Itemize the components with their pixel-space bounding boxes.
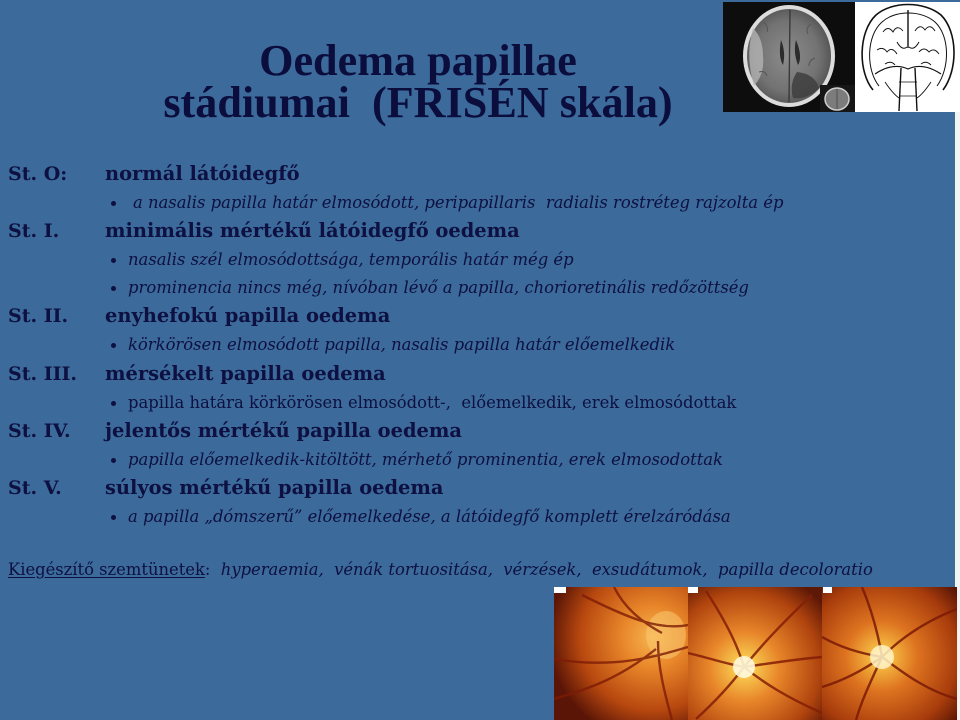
stage-detail: a papilla „dómszerű” előemelkedése, a látóidegfő komplett érelzáródása [128, 507, 731, 526]
slide-subtitle: stádiumai (FRISÉN skála) [163, 78, 673, 127]
stage-heading: normál látóidegfő [105, 162, 300, 185]
slide-title: Oedema papillae [259, 36, 577, 85]
stage-label: St. I. [8, 220, 60, 242]
supplementary-separator: : [204, 560, 211, 579]
stage-detail: nasalis szél elmosódottsága, temporális határ még ép [128, 250, 574, 269]
stage-heading: súlyos mértékű papilla oedema [105, 476, 444, 499]
stage-detail: a nasalis papilla határ elmosódott, peripapillaris radialis rostréteg rajzolta ép [133, 193, 784, 212]
stage-detail: papilla előemelkedik-kitöltött, mérhető prominentia, erek elmosodottak [128, 450, 723, 469]
supplementary-symptoms [8, 557, 873, 583]
optic-disc [733, 656, 755, 678]
bullet-dot [111, 343, 116, 348]
stage-detail: prominencia nincs még, nívóban lévő a papilla, chorioretinális redőzöttség [128, 278, 749, 297]
image-tag [823, 587, 832, 593]
title-line-1 [118, 36, 718, 85]
stage-heading: enyhefokú papilla oedema [105, 304, 391, 327]
supplementary-list: hyperaemia, vénák tortuositása, vérzések, exsudátumok, papilla decoloratio [210, 560, 873, 579]
stage-heading: minimális mértékű látóidegfő oedema [105, 219, 520, 242]
ct-scan-image [723, 2, 855, 112]
bullet-dot [111, 258, 116, 263]
bullet-dot [111, 286, 116, 291]
title-line-2 [118, 78, 718, 127]
stage-label: St. III. [8, 363, 78, 385]
stage-detail: körkörösen elmosódott papilla, nasalis papilla határ előemelkedik [128, 335, 676, 354]
bullet-dot [111, 401, 116, 406]
stage-detail: papilla határa körkörösen elmosódott-, előemelkedik, erek elmosódottak [128, 393, 737, 412]
image-tag [688, 587, 698, 593]
bullet-dot [111, 515, 116, 520]
stage-heading: mérsékelt papilla oedema [105, 362, 386, 385]
supplementary-label: Kiegészítő szemtünetek [8, 560, 205, 579]
fundus-photo-1 [554, 587, 688, 720]
image-tag [554, 587, 566, 593]
stage-label: St. II. [8, 305, 69, 327]
stage-label: St. IV. [8, 420, 71, 442]
optic-disc [870, 645, 894, 669]
bullet-dot [111, 458, 116, 463]
stage-heading: jelentős mértékű papilla oedema [105, 419, 462, 442]
bullet-dot [111, 201, 116, 206]
brain-herniation-diagram [855, 2, 960, 112]
fundus-photo-2 [688, 587, 822, 720]
fundus-photo-3 [822, 587, 957, 720]
stage-label: St. V. [8, 477, 62, 499]
stage-label: St. O: [8, 163, 68, 185]
